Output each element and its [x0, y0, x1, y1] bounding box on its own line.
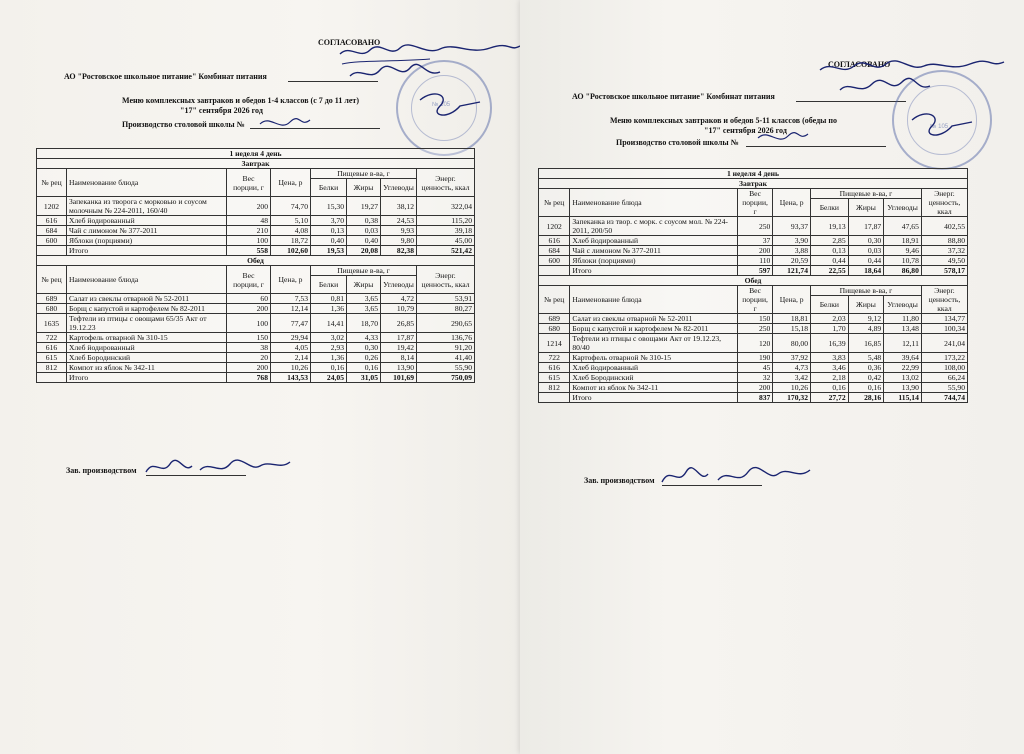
approved-label: СОГЛАСОВАНО	[828, 60, 891, 69]
table-row	[37, 304, 475, 314]
weight-cell: 200	[737, 246, 773, 256]
weight-cell: 37	[737, 236, 773, 246]
table-row	[37, 363, 475, 373]
table-row	[37, 294, 475, 304]
energy-cell: 136,76	[417, 333, 475, 343]
dish-name-cell: Хлеб Бородинский	[67, 353, 227, 363]
col-nutrients: Пищевые в-ва, г	[311, 169, 417, 179]
price-cell: 102,60	[271, 246, 311, 256]
rec-cell	[37, 373, 67, 383]
menu-date: "17" сентября 2026 год	[180, 106, 263, 115]
col-energy: Энерг. ценность, ккал	[417, 266, 475, 294]
rec-cell	[37, 246, 67, 256]
energy-cell: 45,00	[417, 236, 475, 246]
handwritten-signatures	[330, 40, 520, 150]
energy-cell: 55,90	[417, 363, 475, 373]
rec-cell: 684	[37, 226, 67, 236]
lunch-header: Обед	[539, 276, 968, 286]
rec-cell: 616	[37, 216, 67, 226]
breakfast-header: Завтрак	[37, 159, 475, 169]
price-cell: 121,74	[773, 266, 811, 276]
fat-cell: 28,16	[848, 393, 884, 403]
col-protein: Белки	[811, 296, 849, 314]
rec-cell: 689	[37, 294, 67, 304]
weight-cell: 250	[737, 217, 773, 236]
col-name: Наименование блюда	[67, 169, 227, 197]
weight-cell: 45	[737, 363, 773, 373]
dish-name-cell: Тефтели из птицы с овощами Акт от 19.12.23, 80/40	[570, 334, 737, 353]
price-cell: 15,18	[773, 324, 811, 334]
price-cell: 29,94	[271, 333, 311, 343]
energy-cell: 578,17	[921, 266, 967, 276]
dish-name-cell: Хлеб Бородинский	[570, 373, 737, 383]
col-rec: № рец	[37, 169, 67, 197]
protein-cell: 0,81	[311, 294, 347, 304]
table-row	[37, 236, 475, 246]
table-row	[539, 334, 968, 353]
dish-name-cell: Картофель отварной № 310-15	[570, 353, 737, 363]
carb-cell: 11,80	[884, 314, 922, 324]
protein-cell: 3,46	[811, 363, 849, 373]
weight-cell: 110	[737, 256, 773, 266]
weight-cell: 190	[737, 353, 773, 363]
rec-cell: 812	[539, 383, 570, 393]
energy-cell: 41,40	[417, 353, 475, 363]
price-cell: 12,14	[271, 304, 311, 314]
fat-cell: 0,26	[347, 353, 381, 363]
col-protein: Белки	[811, 199, 849, 217]
protein-cell: 1,70	[811, 324, 849, 334]
dish-name-cell: Итого	[67, 246, 227, 256]
rec-cell: 616	[37, 343, 67, 353]
price-cell: 5,10	[271, 216, 311, 226]
dish-name-cell: Хлеб йодированный	[570, 236, 737, 246]
energy-cell: 115,20	[417, 216, 475, 226]
price-cell: 4,73	[773, 363, 811, 373]
protein-cell: 3,70	[311, 216, 347, 226]
carb-cell: 9,46	[884, 246, 922, 256]
fat-cell: 0,30	[347, 343, 381, 353]
col-carb: Углеводы	[884, 199, 922, 217]
rec-cell: 1202	[37, 197, 67, 216]
dish-name-cell: Хлеб йодированный	[570, 363, 737, 373]
fat-cell: 0,40	[347, 236, 381, 246]
carb-cell: 86,80	[884, 266, 922, 276]
col-name: Наименование блюда	[67, 266, 227, 294]
col-weight: Вес порции, г	[227, 266, 271, 294]
menu-table-right	[538, 168, 968, 403]
col-weight: Вес порции, г	[737, 189, 773, 217]
fat-cell: 9,12	[848, 314, 884, 324]
table-row	[539, 246, 968, 256]
protein-cell: 19,13	[811, 217, 849, 236]
weight-cell: 100	[227, 236, 271, 246]
dish-name-cell: Яблоки (порциями)	[570, 256, 737, 266]
col-weight: Вес порции, г	[737, 286, 773, 314]
fat-cell: 0,03	[347, 226, 381, 236]
weight-cell: 20	[227, 353, 271, 363]
rec-cell: 812	[37, 363, 67, 373]
protein-cell: 1,36	[311, 304, 347, 314]
rec-cell: 615	[37, 353, 67, 363]
energy-cell: 108,00	[921, 363, 967, 373]
col-nutrients: Пищевые в-ва, г	[811, 286, 922, 296]
school-label: Производство столовой школы №	[122, 120, 245, 129]
production-manager-label: Зав. производством	[584, 476, 655, 485]
col-price: Цена, р	[773, 189, 811, 217]
col-price: Цена, р	[773, 286, 811, 314]
protein-cell: 15,30	[311, 197, 347, 216]
table-row	[539, 363, 968, 373]
price-cell: 93,37	[773, 217, 811, 236]
col-fat: Жиры	[347, 276, 381, 294]
lunch-header: Обед	[37, 256, 475, 266]
table-row	[37, 197, 475, 216]
fat-cell: 4,89	[848, 324, 884, 334]
production-manager-label: Зав. производством	[66, 466, 137, 475]
protein-cell: 0,40	[311, 236, 347, 246]
table-row	[37, 353, 475, 363]
col-rec: № рец	[37, 266, 67, 294]
price-cell: 18,81	[773, 314, 811, 324]
energy-cell: 66,24	[921, 373, 967, 383]
fat-cell: 18,70	[347, 314, 381, 333]
fat-cell: 0,44	[848, 256, 884, 266]
carb-cell: 9,93	[381, 226, 417, 236]
weight-cell: 768	[227, 373, 271, 383]
energy-cell: 173,22	[921, 353, 967, 363]
protein-cell: 2,03	[811, 314, 849, 324]
price-cell: 170,32	[773, 393, 811, 403]
price-cell: 20,59	[773, 256, 811, 266]
total-row	[539, 266, 968, 276]
table-row	[539, 217, 968, 236]
table-row	[539, 373, 968, 383]
total-row	[37, 246, 475, 256]
table-row	[37, 333, 475, 343]
price-cell: 3,88	[773, 246, 811, 256]
col-fat: Жиры	[347, 179, 381, 197]
fat-cell: 0,42	[848, 373, 884, 383]
price-cell: 77,47	[271, 314, 311, 333]
table-row	[539, 256, 968, 266]
fat-cell: 0,30	[848, 236, 884, 246]
rec-cell: 722	[539, 353, 570, 363]
price-cell: 10,26	[271, 363, 311, 373]
protein-cell: 24,05	[311, 373, 347, 383]
energy-cell: 88,80	[921, 236, 967, 246]
fat-cell: 0,38	[347, 216, 381, 226]
carb-cell: 101,69	[381, 373, 417, 383]
carb-cell: 10,78	[884, 256, 922, 266]
fat-cell: 17,87	[848, 217, 884, 236]
carb-cell: 26,85	[381, 314, 417, 333]
weight-cell: 837	[737, 393, 773, 403]
fat-cell: 18,64	[848, 266, 884, 276]
weight-cell: 250	[737, 324, 773, 334]
rec-cell: 616	[539, 363, 570, 373]
protein-cell: 0,44	[811, 256, 849, 266]
dish-name-cell: Салат из свеклы отварной № 52-2011	[67, 294, 227, 304]
fat-cell: 5,48	[848, 353, 884, 363]
protein-cell: 0,13	[311, 226, 347, 236]
col-weight: Вес порции, г	[227, 169, 271, 197]
protein-cell: 3,02	[311, 333, 347, 343]
carb-cell: 12,11	[884, 334, 922, 353]
carb-cell: 19,42	[381, 343, 417, 353]
dish-name-cell: Борщ с капустой и картофелем № 82-2011	[570, 324, 737, 334]
col-rec: № рец	[539, 189, 570, 217]
energy-cell: 290,65	[417, 314, 475, 333]
weight-cell: 32	[737, 373, 773, 383]
weight-cell: 120	[737, 334, 773, 353]
rec-cell: 600	[539, 256, 570, 266]
col-nutrients: Пищевые в-ва, г	[311, 266, 417, 276]
carb-cell: 13,90	[381, 363, 417, 373]
dish-name-cell: Итого	[67, 373, 227, 383]
manager-signature	[140, 452, 320, 488]
rec-cell	[539, 393, 570, 403]
protein-cell: 22,55	[811, 266, 849, 276]
col-energy: Энерг. ценность, ккал	[921, 189, 967, 217]
carb-cell: 4,72	[381, 294, 417, 304]
carb-cell: 13,02	[884, 373, 922, 383]
table-row	[37, 343, 475, 353]
table-row	[37, 216, 475, 226]
table-row	[37, 314, 475, 333]
dish-name-cell: Компот из яблок № 342-11	[67, 363, 227, 373]
rec-cell: 680	[539, 324, 570, 334]
weight-cell: 150	[227, 333, 271, 343]
table-row	[37, 226, 475, 236]
carb-cell: 38,12	[381, 197, 417, 216]
protein-cell: 0,16	[311, 363, 347, 373]
protein-cell: 2,18	[811, 373, 849, 383]
price-cell: 143,53	[271, 373, 311, 383]
weight-cell: 210	[227, 226, 271, 236]
dish-name-cell: Чай с лимоном № 377-2011	[67, 226, 227, 236]
protein-cell: 2,93	[311, 343, 347, 353]
weight-cell: 200	[227, 363, 271, 373]
fat-cell: 3,65	[347, 304, 381, 314]
price-cell: 7,53	[271, 294, 311, 304]
weight-cell: 38	[227, 343, 271, 353]
fat-cell: 0,16	[347, 363, 381, 373]
rec-cell: 680	[37, 304, 67, 314]
total-row	[539, 393, 968, 403]
col-price: Цена, р	[271, 169, 311, 197]
approved-label: СОГЛАСОВАНО	[318, 38, 381, 47]
carb-cell: 24,53	[381, 216, 417, 226]
col-fat: Жиры	[848, 199, 884, 217]
energy-cell: 49,50	[921, 256, 967, 266]
energy-cell: 39,18	[417, 226, 475, 236]
dish-name-cell: Чай с лимоном № 377-2011	[570, 246, 737, 256]
col-carb: Углеводы	[381, 179, 417, 197]
dish-name-cell: Яблоки (порциями)	[67, 236, 227, 246]
weight-cell: 200	[227, 304, 271, 314]
rec-cell: 684	[539, 246, 570, 256]
price-cell: 74,70	[271, 197, 311, 216]
protein-cell: 16,39	[811, 334, 849, 353]
protein-cell: 2,85	[811, 236, 849, 246]
price-cell: 4,08	[271, 226, 311, 236]
col-fat: Жиры	[848, 296, 884, 314]
price-cell: 4,05	[271, 343, 311, 353]
price-cell: 18,72	[271, 236, 311, 246]
col-energy: Энерг. ценность, ккал	[417, 169, 475, 197]
dish-name-cell: Картофель отварной № 310-15	[67, 333, 227, 343]
rec-cell	[539, 266, 570, 276]
energy-cell: 744,74	[921, 393, 967, 403]
fat-cell: 0,16	[848, 383, 884, 393]
carb-cell: 82,38	[381, 246, 417, 256]
fat-cell: 19,27	[347, 197, 381, 216]
price-cell: 10,26	[773, 383, 811, 393]
fat-cell: 16,85	[848, 334, 884, 353]
price-cell: 3,42	[773, 373, 811, 383]
col-price: Цена, р	[271, 266, 311, 294]
rec-cell: 1635	[37, 314, 67, 333]
menu-title: Меню комплексных завтраков и обедов 5-11 классов (обеды по	[610, 116, 837, 125]
protein-cell: 1,36	[311, 353, 347, 363]
carb-cell: 9,80	[381, 236, 417, 246]
carb-cell: 18,91	[884, 236, 922, 246]
carb-cell: 13,48	[884, 324, 922, 334]
week-day-header: 1 неделя 4 день	[539, 169, 968, 179]
fat-cell: 20,08	[347, 246, 381, 256]
col-nutrients: Пищевые в-ва, г	[811, 189, 922, 199]
protein-cell: 27,72	[811, 393, 849, 403]
dish-name-cell: Запеканка из твор. с морк. с соусом мол. № 224-2011, 200/50	[570, 217, 737, 236]
menu-table-left	[36, 148, 475, 383]
organization-label: АО "Ростовское школьное питание" Комбинат питания	[572, 92, 775, 101]
carb-cell: 22,99	[884, 363, 922, 373]
breakfast-header: Завтрак	[539, 179, 968, 189]
menu-date: "17" сентября 2026 год	[704, 126, 787, 135]
carb-cell: 8,14	[381, 353, 417, 363]
dish-name-cell: Компот из яблок № 342-11	[570, 383, 737, 393]
protein-cell: 3,83	[811, 353, 849, 363]
manager-signature	[656, 460, 836, 496]
weight-cell: 597	[737, 266, 773, 276]
price-cell: 2,14	[271, 353, 311, 363]
weight-cell: 100	[227, 314, 271, 333]
fat-cell: 31,05	[347, 373, 381, 383]
energy-cell: 241,04	[921, 334, 967, 353]
dish-name-cell: Запеканка из творога с морковью и соусом молочным № 224-2011, 160/40	[67, 197, 227, 216]
col-carb: Углеводы	[884, 296, 922, 314]
dish-name-cell: Борщ с капустой и картофелем № 82-2011	[67, 304, 227, 314]
fat-cell: 0,36	[848, 363, 884, 373]
menu-sheet-grades-5-11	[520, 0, 1024, 754]
total-row	[37, 373, 475, 383]
rec-cell: 616	[539, 236, 570, 246]
carb-cell: 39,64	[884, 353, 922, 363]
rec-cell: 615	[539, 373, 570, 383]
rec-cell: 722	[37, 333, 67, 343]
energy-cell: 55,90	[921, 383, 967, 393]
organization-label: АО "Ростовское школьное питание" Комбинат питания	[64, 72, 267, 81]
week-day-header: 1 неделя 4 день	[37, 149, 475, 159]
carb-cell: 17,87	[381, 333, 417, 343]
col-protein: Белки	[311, 179, 347, 197]
carb-cell: 115,14	[884, 393, 922, 403]
energy-cell: 91,20	[417, 343, 475, 353]
protein-cell: 19,53	[311, 246, 347, 256]
fat-cell: 3,65	[347, 294, 381, 304]
energy-cell: 402,55	[921, 217, 967, 236]
table-row	[539, 353, 968, 363]
fat-cell: 4,33	[347, 333, 381, 343]
protein-cell: 14,41	[311, 314, 347, 333]
energy-cell: 53,91	[417, 294, 475, 304]
dish-name-cell: Итого	[570, 266, 737, 276]
weight-cell: 200	[227, 197, 271, 216]
table-row	[539, 236, 968, 246]
energy-cell: 322,04	[417, 197, 475, 216]
menu-title: Меню комплексных завтраков и обедов 1-4 классов (с 7 до 11 лет)	[122, 96, 359, 105]
handwritten-signatures	[820, 58, 1020, 168]
dish-name-cell: Итого	[570, 393, 737, 403]
fat-cell: 0,03	[848, 246, 884, 256]
weight-cell: 150	[737, 314, 773, 324]
dish-name-cell: Тефтели из птицы с овощами 65/35 Акт от 19.12.23	[67, 314, 227, 333]
protein-cell: 0,13	[811, 246, 849, 256]
weight-cell: 48	[227, 216, 271, 226]
energy-cell: 100,34	[921, 324, 967, 334]
energy-cell: 80,27	[417, 304, 475, 314]
rec-cell: 600	[37, 236, 67, 246]
carb-cell: 13,90	[884, 383, 922, 393]
carb-cell: 47,65	[884, 217, 922, 236]
dish-name-cell: Салат из свеклы отварной № 52-2011	[570, 314, 737, 324]
col-energy: Энерг. ценность, ккал	[921, 286, 967, 314]
rec-cell: 1202	[539, 217, 570, 236]
rec-cell: 689	[539, 314, 570, 324]
price-cell: 3,90	[773, 236, 811, 246]
stamp-lettering: № 105	[432, 102, 451, 108]
col-protein: Белки	[311, 276, 347, 294]
energy-cell: 37,32	[921, 246, 967, 256]
rec-cell: 1214	[539, 334, 570, 353]
energy-cell: 521,42	[417, 246, 475, 256]
price-cell: 80,00	[773, 334, 811, 353]
energy-cell: 750,09	[417, 373, 475, 383]
table-row	[539, 324, 968, 334]
protein-cell: 0,16	[811, 383, 849, 393]
weight-cell: 558	[227, 246, 271, 256]
col-name: Наименование блюда	[570, 189, 737, 217]
weight-cell: 60	[227, 294, 271, 304]
col-name: Наименование блюда	[570, 286, 737, 314]
dish-name-cell: Хлеб йодированный	[67, 216, 227, 226]
school-label: Производство столовой школы №	[616, 138, 739, 147]
table-row	[539, 314, 968, 324]
carb-cell: 10,79	[381, 304, 417, 314]
col-carb: Углеводы	[381, 276, 417, 294]
price-cell: 37,92	[773, 353, 811, 363]
dish-name-cell: Хлеб йодированный	[67, 343, 227, 353]
stamp-lettering: № 105	[930, 124, 949, 130]
table-row	[539, 383, 968, 393]
col-rec: № рец	[539, 286, 570, 314]
energy-cell: 134,77	[921, 314, 967, 324]
weight-cell: 200	[737, 383, 773, 393]
